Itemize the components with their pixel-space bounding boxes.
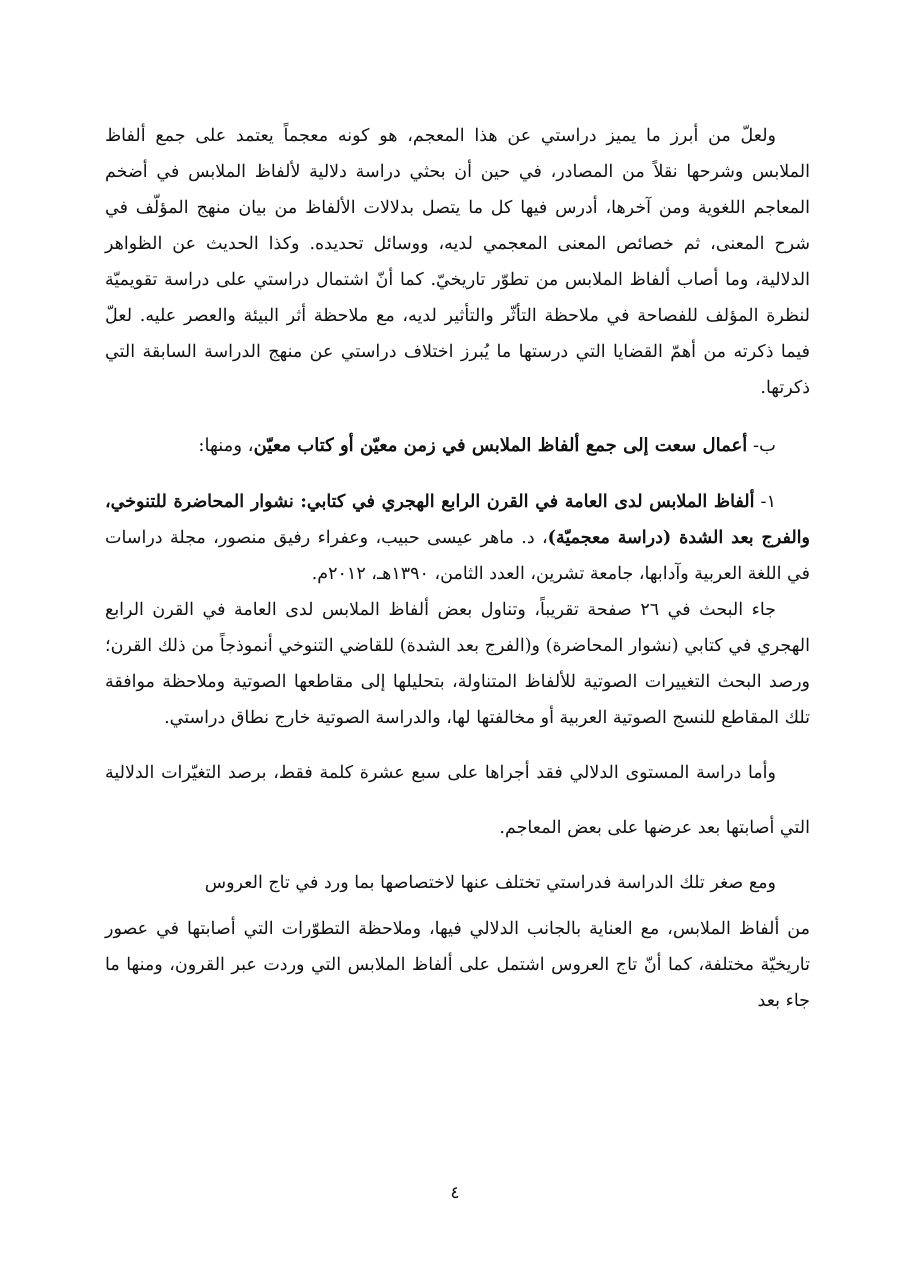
document-body: [105, 118, 810, 1019]
section-b-prefix: ب-: [747, 435, 776, 456]
section-b-title: أعمال سعت إلى جمع ألفاظ الملابس في زمن معيّن أو كتاب معيّن: [253, 435, 748, 456]
section-b-heading: [105, 428, 810, 464]
page-number: ٤: [450, 1183, 460, 1203]
reference-title: ألفاظ الملابس لدى العامة في القرن الرابع الهجري في كتابي: نشوار المحاضرة للتنوخي، والفرج بعد الشدة (دراسة معجميّة): [105, 492, 810, 548]
section-b-suffix: ، ومنها:: [198, 435, 254, 456]
paragraph-5: من ألفاظ الملابس، مع العناية بالجانب الدلالي فيها، وملاحظة التطوّرات التي أصابتها في عصور تاريخيّة مختلفة، كما أنّ تاج العروس اشتمل على ألفاظ الملابس التي وردت عبر القرون، ومنها ما جاء بعد: [105, 919, 810, 1011]
paragraph-4: ومع صغر تلك الدراسة فدراستي تختلف عنها لاختصاصها بما ورد في تاج العروس: [204, 873, 776, 893]
paragraph-1: ولعلّ من أبرز ما يميز دراستي عن هذا المعجم، هو كونه معجماً يعتمد على جمع ألفاظ الملابس وشرحها نقلاً من المصادر، في حين أن بحثي دراسة دلالية لألفاظ الملابس في أضخم المعاجم اللغوية ومن آخرها، أدرس فيها كل ما يتصل بدلالات الألفاظ من بيان منهج المؤلّف في شرح المعنى، ثم خصائص المعنى المعجمي لديه، ووسائل تحديده. وكذا الحديث عن الظواهر الدلالية، وما أصاب ألفاظ الملابس من تطوّر تاريخيّ. كما أنّ اشتمال دراستي على دراسة تقويميّة لنظرة المؤلف للفصاحة في ملاحظة التأثّر والتأثير لديه، مع ملاحظة أثر البيئة والعصر عليه. لعلّ فيما ذكرته من أهمّ القضايا التي درستها ما يُبرز اختلاف دراستي عن منهج الدراسة السابقة التي ذكرتها.: [105, 126, 810, 398]
paragraph-2: جاء البحث في ٢٦ صفحة تقريباً، وتناول بعض ألفاظ الملابس لدى العامة في القرن الرابع الهجري في كتابي (نشوار المحاضرة) و(الفرج بعد الشدة) للقاضي التنوخي أنموذجاً من ذلك القرن؛ ورصد البحث التغييرات الصوتية للألفاظ المتناولة، بتحليلها إلى مقاطعها الصوتية وملاحظة موافقة تلك المقاطع للنسج الصوتية العربية أو مخالفتها لها، والدراسة الصوتية خارج نطاق دراستي.: [105, 600, 810, 728]
reference-item-1: [105, 484, 810, 592]
paragraph-3: وأما دراسة المستوى الدلالي فقد أجراها على سبع عشرة كلمة فقط، برصد التغيّرات الدلالية التي أصابتها بعد عرضها على بعض المعاجم.: [105, 763, 810, 838]
reference-details: ، د. ماهر عيسى حبيب، وعفراء رفيق منصور، مجلة دراسات في اللغة العربية وآدابها، جامعة تشرين، العدد الثامن، ١٣٩٠هـ، ٢٠١٢م.: [105, 528, 810, 584]
reference-number: ١-: [754, 492, 776, 512]
